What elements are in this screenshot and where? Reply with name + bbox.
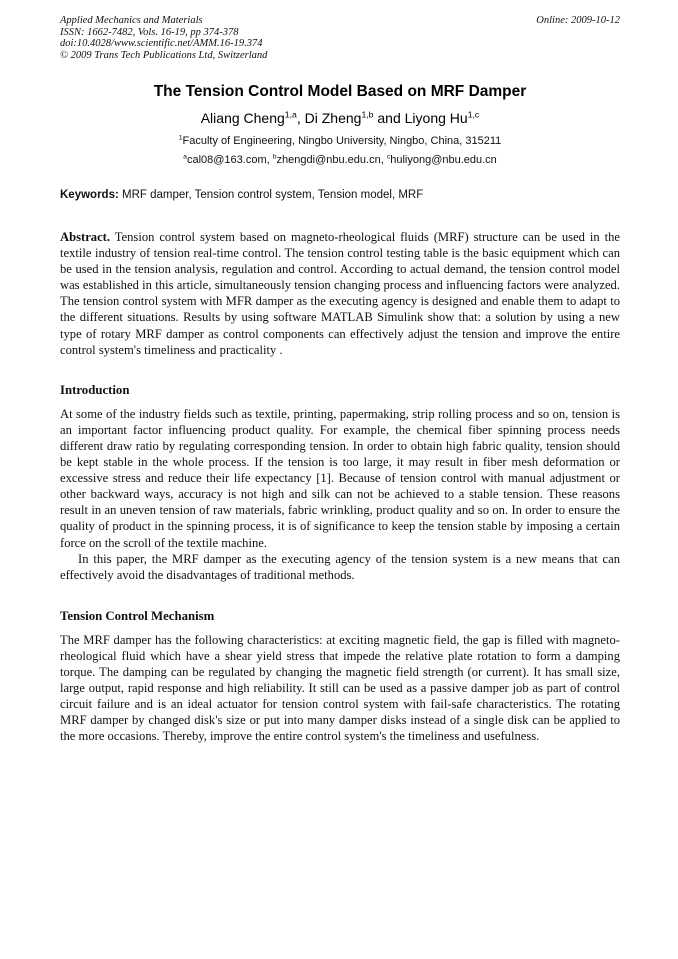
keywords-line	[60, 188, 620, 202]
abstract-label: Abstract.	[60, 230, 111, 244]
affiliation-text: Faculty of Engineering, Ningbo University, Ningbo, China, 315211	[182, 135, 502, 147]
author-sup: 1,c	[467, 109, 480, 120]
author-name: Di Zheng	[304, 110, 362, 126]
section-heading-mechanism: Tension Control Mechanism	[60, 608, 215, 623]
affiliation-line	[60, 135, 620, 148]
online-date: Online: 2009-10-12	[536, 15, 620, 26]
journal-info-block	[60, 15, 267, 61]
email-address: zhengdi@nbu.edu.cn	[276, 154, 381, 166]
email-sup: c	[386, 153, 391, 161]
author-separator: ,	[296, 110, 305, 126]
abstract-text: Tension control system based on magneto-rheological fluids (MRF) structure can be used in the textile industry of tension real-time control. The tension control testing table is the basic equipment which can be used in the tension analysis, regulation and control. According to actual demand, the tension control model was established in this article, simultaneously tension changing process and influencing factors were analyzed. The tension control system with MFR damper as the executing agency is designed and enable them to adapt to the different situations. Results by using software MATLAB Simulink show that: a solution by using a new type of rotary MRF damper as control components can effectively adjust the tension and improve the entire control system's timeliness and practicality .	[60, 230, 620, 357]
section-heading-introduction: Introduction	[60, 382, 130, 397]
keywords-label: Keywords:	[60, 189, 119, 201]
journal-doi-line: doi:10.4028/www.scientific.net/AMM.16-19.374	[60, 38, 263, 49]
author-name: Liyong Hu	[404, 110, 468, 126]
journal-issn-line: ISSN: 1662-7482, Vols. 16-19, pp 374-378	[60, 26, 239, 38]
author-sup: 1,b	[361, 109, 374, 120]
author-name: Aliang Cheng	[200, 110, 285, 126]
page-title: The Tension Control Model Based on MRF Damper	[153, 83, 527, 100]
introduction-paragraph-1: At some of the industry fields such as textile, printing, papermaking, strip rolling process and so on, tension is an important factor influencing product quality. For example, the chemical fiber spinning process needs different draw ratio by regulating corresponding tension. In order to obtain high fabric quality, tension should be kept stable in the whole process. If the tension is too large, it may result in fiber mesh deformation or excessive stress and reduce their life expectancy [1]. Because of tension control with manual adjustment or other backward ways, accuracy is not high and silk can not be achieved to a stable tension. These reasons result in an uneven tension of raw materials, fabric wrinkling, product quality and so on. In order to ensure the quality of product in the spinning process, it is of significance to keep the tension stable by imposing a certain force on the scroll of the textile machine.	[60, 406, 620, 550]
email-separator: ,	[266, 154, 273, 166]
email-address: huliyong@nbu.edu.cn	[390, 154, 497, 166]
author-separator: and	[373, 110, 405, 126]
email-sup: a	[183, 153, 187, 161]
mechanism-paragraph-1: The MRF damper has the following characteristics: at exciting magnetic field, the gap is filled with magneto-rheological fluid which have a shear yield stress that impede the relative plate rotation to form a damping torque. The damping can be regulated by changing the magnetic field strength (or current). It has small size, large output, rapid response and high reliability. It still can be used as a passive damper job as part of control circuit failure and is an ideal actuator for tension control system with fail-safe characteristics. The rotating MRF damper by changed disk's size or put into many damper disks instead of a single disk can be applied to the more occasions. Thereby, improve the entire control system's the timeliness and usefulness.	[60, 632, 620, 744]
author-sup: 1,a	[284, 109, 297, 120]
journal-title: Applied Mechanics and Materials	[60, 15, 203, 26]
email-separator: ,	[380, 154, 387, 166]
introduction-paragraph-2: In this paper, the MRF damper as the executing agency of the tension system is a new means that can effectively avoid the disadvantages of traditional methods.	[60, 551, 620, 582]
journal-header	[60, 15, 620, 61]
journal-copyright-line: © 2009 Trans Tech Publications Ltd, Switzerland	[60, 49, 268, 61]
author-line	[60, 110, 620, 127]
keywords-text: MRF damper, Tension control system, Tension model, MRF	[118, 189, 424, 201]
email-line	[60, 154, 620, 167]
affiliation-sup: 1	[178, 134, 183, 142]
abstract-paragraph	[60, 229, 620, 358]
email-sup: b	[272, 153, 277, 161]
email-address: cal08@163.com	[186, 154, 267, 166]
